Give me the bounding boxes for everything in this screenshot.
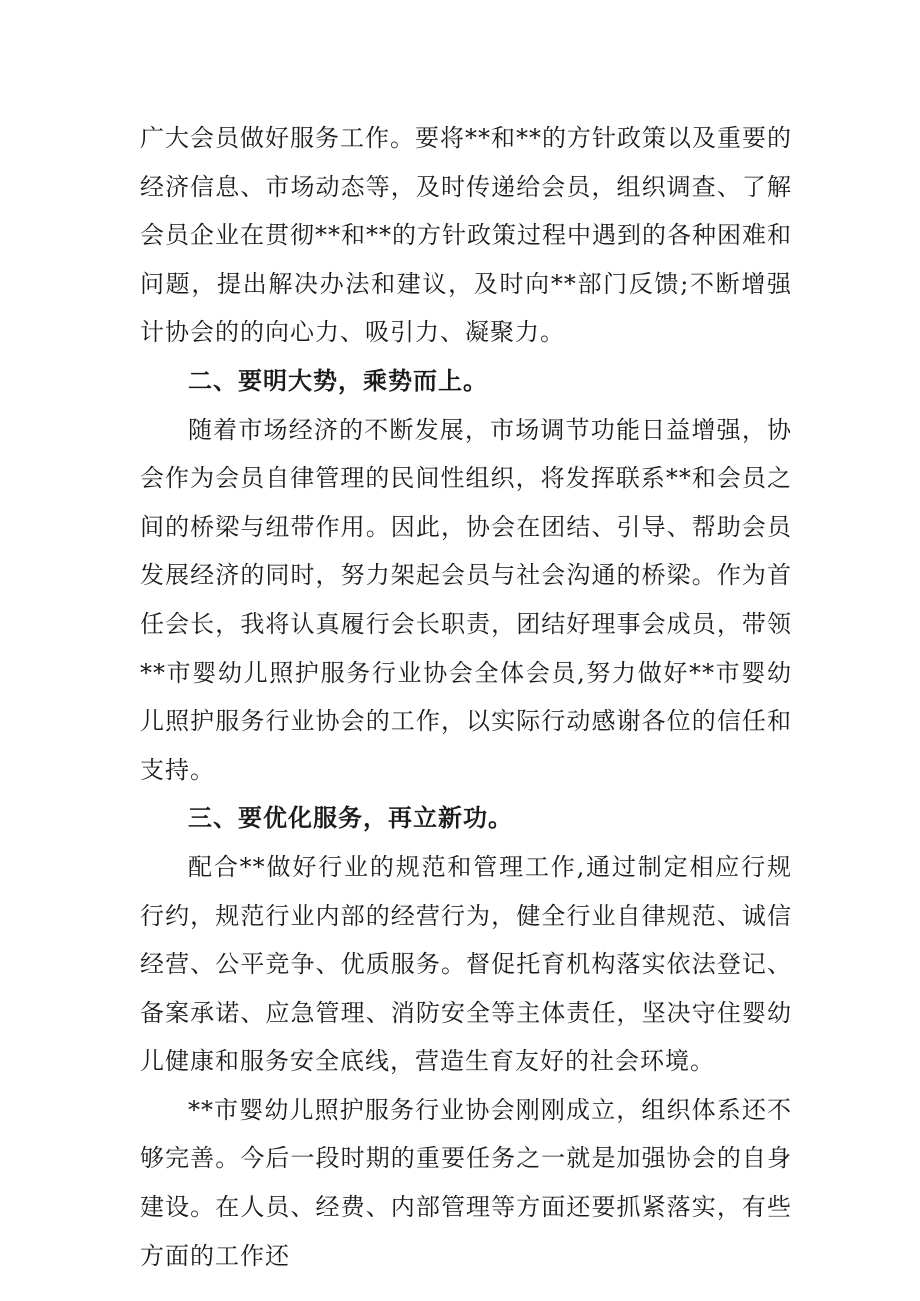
section-heading-two: 二、要明大势，乘势而上。 [188, 366, 488, 395]
paragraph-member-service: 广大会员做好服务工作。要将**和**的方针政策以及重要的经济信息、市场动态等，及时传递给会员，组织调查、了解会员企业在贯彻**和**的方针政策过程中遇到的各种困难和问题，提出解决办法和建议，及时向**部门反馈;不断增强计协会的的向心力、吸引力、凝聚力。 [140, 124, 792, 347]
paragraph-association-building: **市婴幼儿照护服务行业协会刚刚成立，组织体系还不够完善。今后一段时期的重要任务之一就是加强协会的自身建设。在人员、经费、内部管理等方面还要抓紧落实，有些方面的工作还 [140, 1095, 792, 1270]
paragraph-market-economy: 随着市场经济的不断发展，市场调节功能日益增强，协会作为会员自律管理的民间性组织，将发挥联系**和会员之间的桥梁与纽带作用。因此，协会在团结、引导、帮助会员发展经济的同时，努力架起会员与社会沟通的桥梁。作为首任会长，我将认真履行会长职责，团结好理事会成员，带领**市婴幼儿照护服务行业协会全体会员,努力做好**市婴幼儿照护服务行业协会的工作，以实际行动感谢各位的信任和支持。 [140, 415, 792, 784]
paragraph-industry-regulation: 配合**做好行业的规范和管理工作,通过制定相应行规行约，规范行业内部的经营行为，健全行业自律规范、诚信经营、公平竞争、优质服务。督促托育机构落实依法登记、备案承诺、应急管理、消防安全等主体责任，坚决守住婴幼儿健康和服务安全底线，营造生育友好的社会环境。 [140, 852, 792, 1076]
section-heading-three: 三、要优化服务，再立新功。 [188, 804, 513, 833]
document-body [140, 114, 792, 1280]
